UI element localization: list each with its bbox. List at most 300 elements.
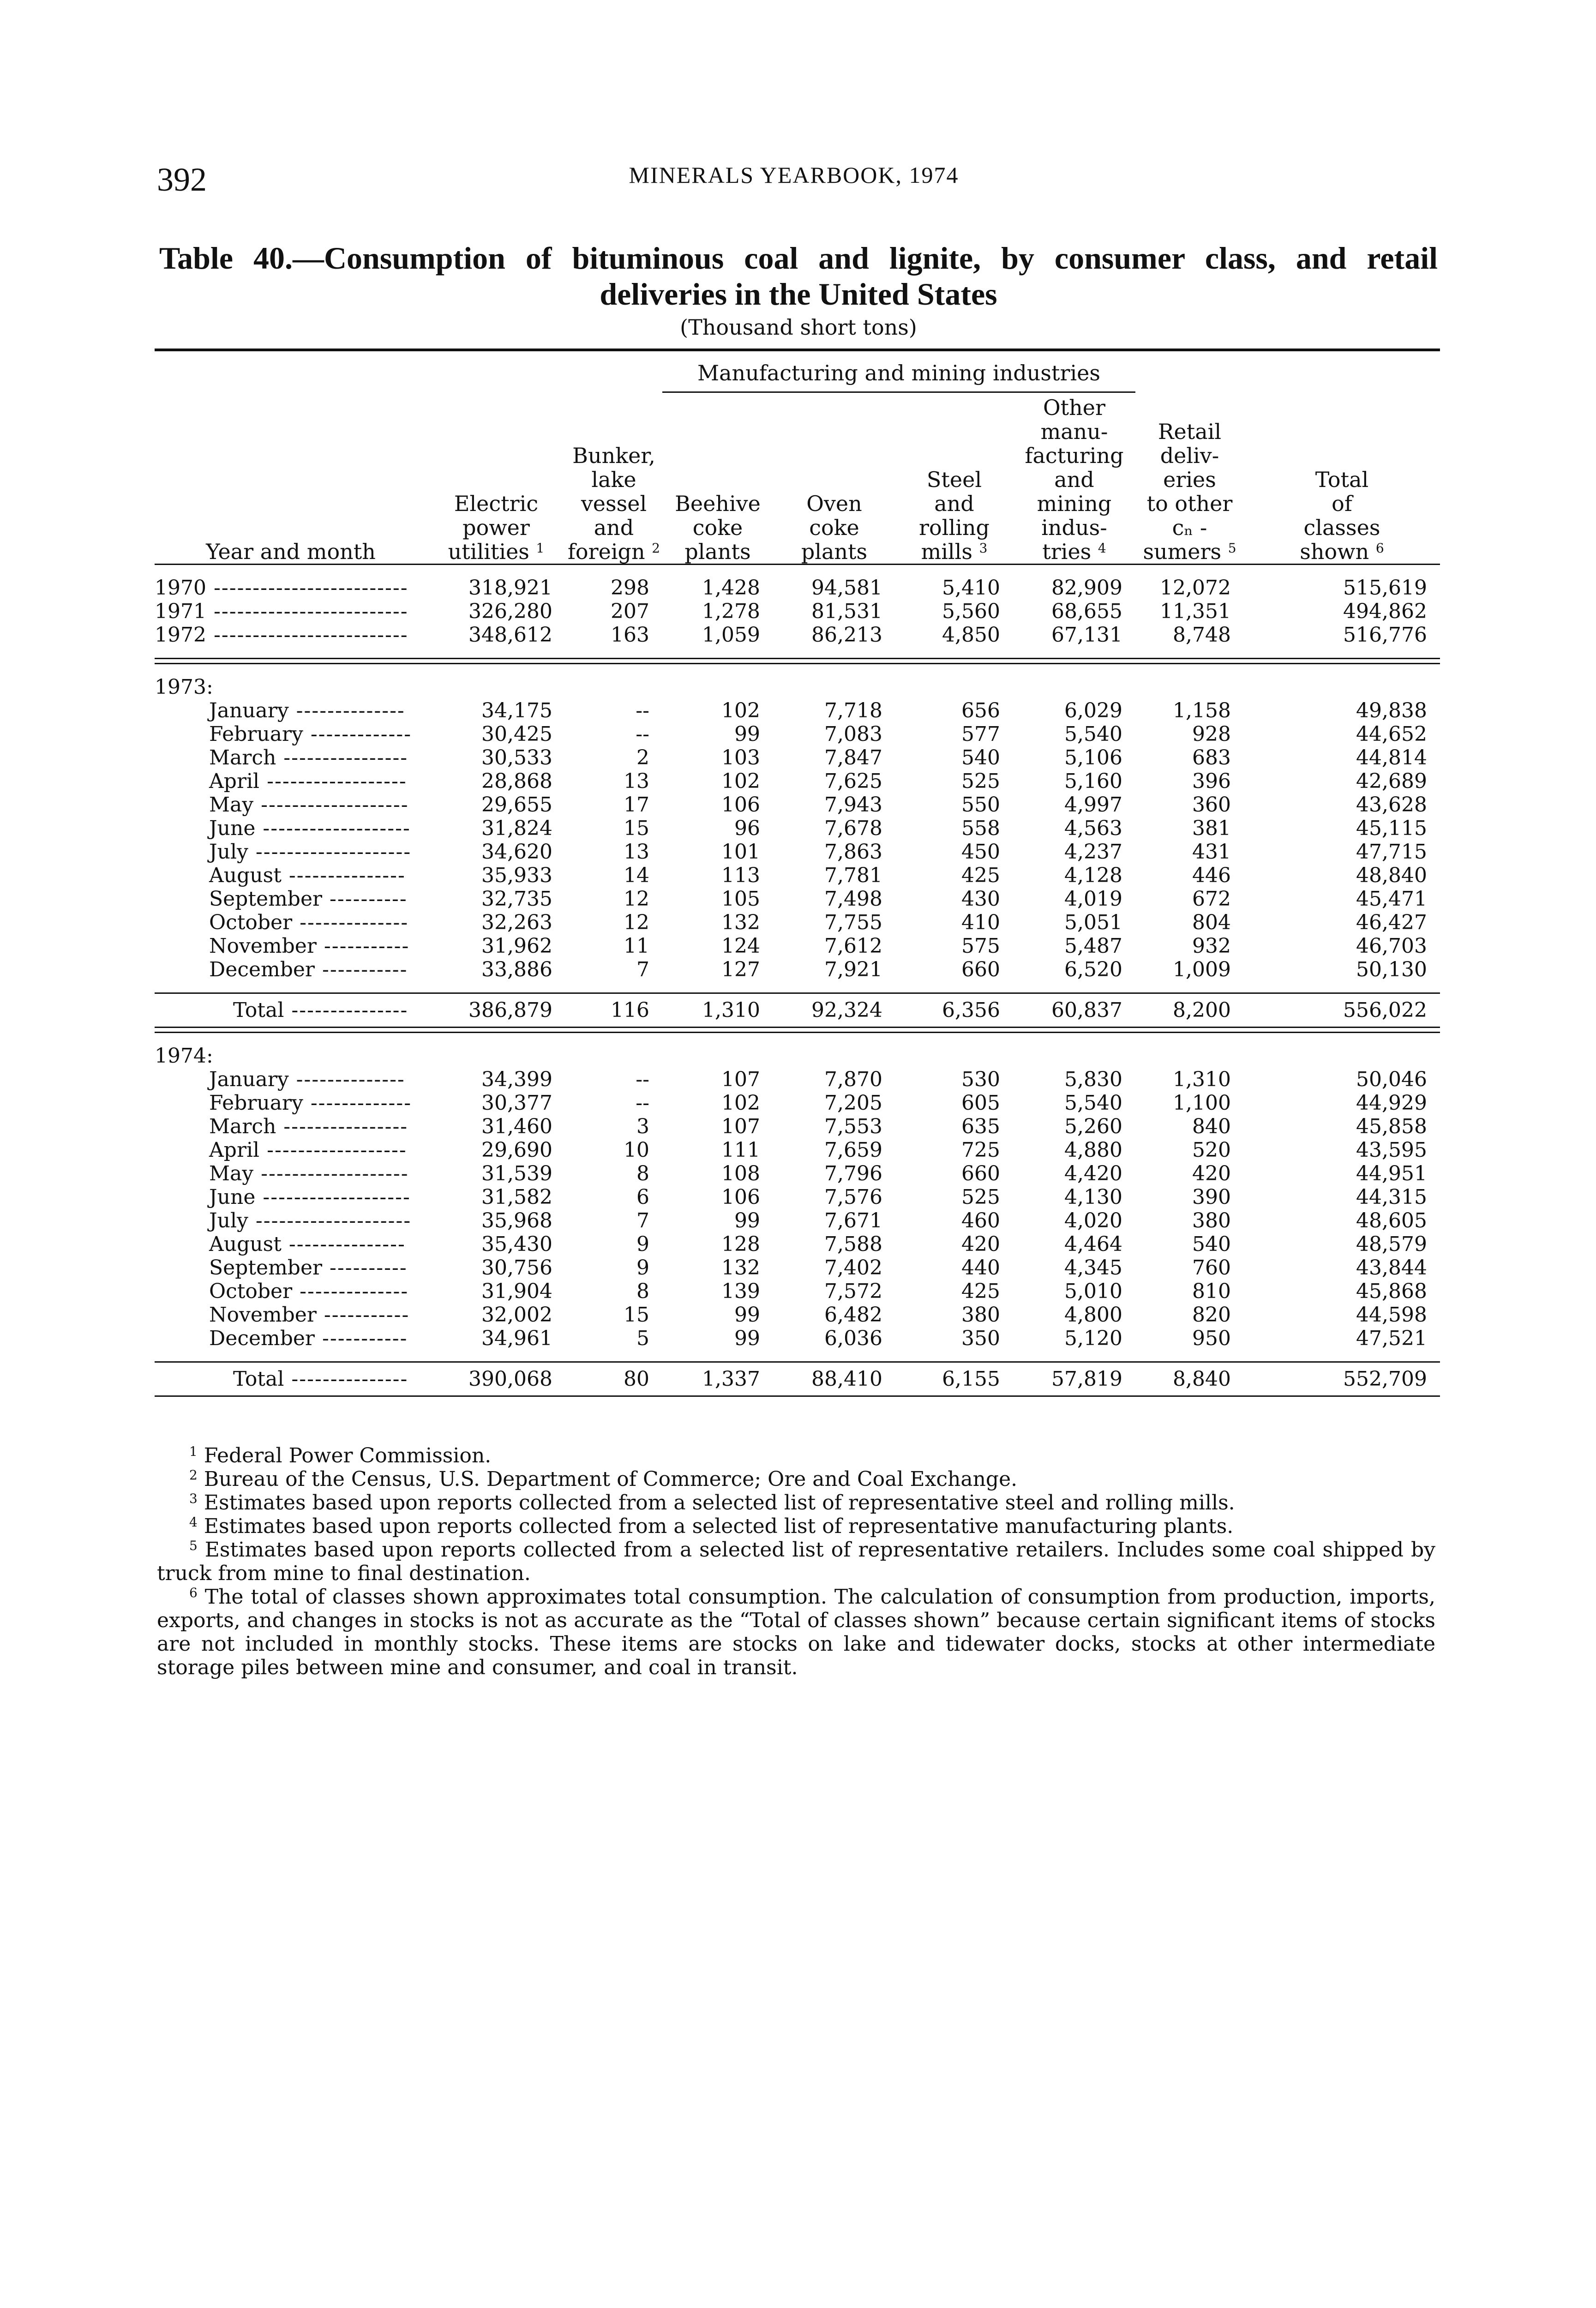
value-cell: 94,581 xyxy=(811,576,882,600)
value-cell: 35,430 xyxy=(481,1232,552,1256)
footnote-reference: 1 xyxy=(536,541,545,556)
value-cell: 380 xyxy=(1192,1209,1231,1232)
leader-dots: ----------- xyxy=(314,958,408,981)
value-cell: 430 xyxy=(961,887,1000,911)
month-row xyxy=(155,1209,1440,1232)
value-cell: 1,337 xyxy=(702,1367,760,1391)
value-cell: 127 xyxy=(721,958,760,981)
month-row xyxy=(155,887,1440,911)
value-cell: 92,324 xyxy=(811,998,882,1022)
value-cell: 47,715 xyxy=(1356,840,1427,864)
value-cell: 108 xyxy=(721,1162,760,1185)
value-cell: 4,850 xyxy=(942,623,1000,647)
value-cell: -- xyxy=(636,722,649,746)
leader-dots: ------------------------- xyxy=(206,600,408,623)
value-cell: 7,553 xyxy=(824,1115,882,1138)
column-header-line: Electric xyxy=(454,491,539,516)
value-cell: 7,943 xyxy=(824,793,882,817)
value-cell: 57,819 xyxy=(1051,1367,1122,1391)
month-row xyxy=(155,746,1440,769)
column-header-line: classes xyxy=(1303,515,1380,540)
row-label-cell xyxy=(155,746,427,769)
value-cell: 44,652 xyxy=(1356,722,1427,746)
value-cell: 5,010 xyxy=(1064,1280,1122,1303)
row-label-cell xyxy=(155,722,427,746)
value-cell: 5,830 xyxy=(1064,1068,1122,1091)
value-cell: 6,356 xyxy=(942,998,1000,1022)
value-cell: 298 xyxy=(611,576,649,600)
leader-dots: ----------- xyxy=(316,1303,410,1327)
column-header-line: facturing xyxy=(1025,443,1124,468)
row-label-cell xyxy=(155,1280,427,1303)
value-cell: 550 xyxy=(961,793,1000,817)
table-title-line-2: deliveries in the United States xyxy=(600,276,997,312)
leader-dots: --------------- xyxy=(284,998,408,1022)
value-cell: 7,659 xyxy=(824,1138,882,1162)
column-header-line: to other xyxy=(1146,491,1233,516)
row-label: November xyxy=(209,1303,317,1327)
value-cell: 111 xyxy=(721,1138,760,1162)
month-row xyxy=(155,1232,1440,1256)
leader-dots: -------------- xyxy=(292,911,409,934)
month-row xyxy=(155,934,1440,958)
value-cell: 7,847 xyxy=(824,746,882,769)
value-cell: 575 xyxy=(961,934,1000,958)
value-cell: 45,868 xyxy=(1356,1280,1427,1303)
value-cell: 525 xyxy=(961,769,1000,793)
month-row xyxy=(155,793,1440,817)
row-label: July xyxy=(209,840,248,864)
value-cell: 15 xyxy=(624,1303,649,1327)
value-cell: 7 xyxy=(636,958,649,981)
value-cell: 35,968 xyxy=(481,1209,552,1232)
value-cell: 577 xyxy=(961,722,1000,746)
value-cell: 49,838 xyxy=(1356,699,1427,722)
value-cell: 43,628 xyxy=(1356,793,1427,817)
leader-dots: ----------- xyxy=(314,1327,408,1350)
row-label: January xyxy=(209,699,289,722)
footnote-text: The total of classes shown approximates total consumption. The calculation of consumption from production, imports, exports, and changes in stocks is not as accurate as the “Total of classes shown” because certain significant items of stocks are not included in monthly stocks. These items are stocks on lake and tidewater docks, stocks at other intermediate storage piles between mine and consumer, and coal in transit. xyxy=(157,1585,1435,1679)
column-header-line: cₙ - xyxy=(1172,515,1207,540)
total-row xyxy=(155,1363,1440,1396)
row-label-cell xyxy=(155,1209,427,1232)
row-label: May xyxy=(209,793,254,817)
value-cell: 820 xyxy=(1192,1303,1231,1327)
row-label: August xyxy=(209,1232,282,1256)
value-cell: 4,020 xyxy=(1064,1209,1122,1232)
value-cell: 420 xyxy=(961,1232,1000,1256)
column-header-line: manu- xyxy=(1040,419,1108,444)
value-cell: 102 xyxy=(721,699,760,722)
value-cell: 1,059 xyxy=(702,623,760,647)
value-cell: 515,619 xyxy=(1343,576,1427,600)
value-cell: 4,019 xyxy=(1064,887,1122,911)
value-cell: 431 xyxy=(1192,840,1231,864)
month-row xyxy=(155,958,1440,981)
row-label: June xyxy=(209,817,256,840)
value-cell: 1,310 xyxy=(1173,1068,1231,1091)
row-label: 1970 xyxy=(155,576,206,600)
column-header-line: Retail xyxy=(1158,419,1222,444)
value-cell: 5,051 xyxy=(1064,911,1122,934)
value-cell: 4,130 xyxy=(1064,1185,1122,1209)
column-header-line: tries xyxy=(1042,539,1092,564)
value-cell: 1,428 xyxy=(702,576,760,600)
value-cell: 113 xyxy=(721,864,760,887)
value-cell: 5,120 xyxy=(1064,1327,1122,1350)
value-cell: 14 xyxy=(624,864,649,887)
row-label-cell xyxy=(155,1138,427,1162)
month-row xyxy=(155,1303,1440,1327)
row-label: February xyxy=(209,722,303,746)
table-bottom-rule xyxy=(155,1396,1440,1397)
value-cell: 7,498 xyxy=(824,887,882,911)
value-cell: 360 xyxy=(1192,793,1231,817)
section-year-label: 1973: xyxy=(155,675,213,699)
value-cell: 450 xyxy=(961,840,1000,864)
value-cell: 425 xyxy=(961,864,1000,887)
table-body xyxy=(155,565,1440,1397)
column-header-line: shown xyxy=(1300,539,1369,564)
value-cell: 48,840 xyxy=(1356,864,1427,887)
month-row xyxy=(155,1138,1440,1162)
value-cell: 6,155 xyxy=(942,1367,1000,1391)
row-label-cell xyxy=(155,699,427,722)
value-cell: 8 xyxy=(636,1162,649,1185)
column-header-line: deliv- xyxy=(1160,443,1219,468)
leader-dots: ---------- xyxy=(322,1256,408,1280)
footnote-mark: 6 xyxy=(189,1585,198,1600)
value-cell: 1,310 xyxy=(702,998,760,1022)
value-cell: 7,671 xyxy=(824,1209,882,1232)
value-cell: 7,755 xyxy=(824,911,882,934)
month-row xyxy=(155,699,1440,722)
value-cell: 7,796 xyxy=(824,1162,882,1185)
value-cell: 2 xyxy=(636,746,649,769)
value-cell: 128 xyxy=(721,1232,760,1256)
value-cell: 7 xyxy=(636,1209,649,1232)
row-label-cell xyxy=(155,1363,427,1396)
value-cell: 163 xyxy=(611,623,649,647)
value-cell: 106 xyxy=(721,1185,760,1209)
value-cell: 11 xyxy=(624,934,649,958)
table-title-line-1: Table 40.—Consumption of bituminous coal and lignite, by consumer class, and retail xyxy=(159,240,1438,276)
leader-dots: ------------------------- xyxy=(206,623,408,647)
row-label-cell xyxy=(155,840,427,864)
value-cell: 96 xyxy=(734,817,760,840)
value-cell: 390,068 xyxy=(468,1367,552,1391)
value-cell: 45,115 xyxy=(1356,817,1427,840)
footnote-mark: 1 xyxy=(189,1444,198,1459)
table-head xyxy=(155,350,1440,565)
row-label: 1972 xyxy=(155,623,206,647)
value-cell: 8 xyxy=(636,1280,649,1303)
value-cell: 43,844 xyxy=(1356,1256,1427,1280)
value-cell: 5,540 xyxy=(1064,722,1122,746)
row-label-cell xyxy=(155,934,427,958)
value-cell: 1,009 xyxy=(1173,958,1231,981)
value-cell: 116 xyxy=(611,998,649,1022)
value-cell: 1,278 xyxy=(702,600,760,623)
leader-dots: ------------------ xyxy=(259,1138,407,1162)
value-cell: 660 xyxy=(961,1162,1000,1185)
table-subtitle: (Thousand short tons) xyxy=(680,315,917,340)
row-label-cell xyxy=(155,769,427,793)
value-cell: 760 xyxy=(1192,1256,1231,1280)
row-label: April xyxy=(209,769,260,793)
value-cell: 4,880 xyxy=(1064,1138,1122,1162)
annual-row xyxy=(155,600,1440,623)
leader-dots: ------------------- xyxy=(255,1185,411,1209)
value-cell: 350 xyxy=(961,1327,1000,1350)
value-cell: 4,420 xyxy=(1064,1162,1122,1185)
value-cell: 516,776 xyxy=(1343,623,1427,647)
value-cell: 396 xyxy=(1192,769,1231,793)
value-cell: 558 xyxy=(961,817,1000,840)
leader-dots: --------------- xyxy=(281,864,406,887)
value-cell: 12,072 xyxy=(1160,576,1231,600)
value-cell: 6,029 xyxy=(1064,699,1122,722)
value-cell: 540 xyxy=(1192,1232,1231,1256)
value-cell: 810 xyxy=(1192,1280,1231,1303)
value-cell: 48,605 xyxy=(1356,1209,1427,1232)
footnote-text: Estimates based upon reports collected from a selected list of representative steel and rolling mills. xyxy=(204,1491,1235,1515)
value-cell: 31,582 xyxy=(481,1185,552,1209)
value-cell: 605 xyxy=(961,1091,1000,1115)
leader-dots: ------------------------- xyxy=(206,576,408,600)
value-cell: 10 xyxy=(624,1138,649,1162)
value-cell: 9 xyxy=(636,1256,649,1280)
value-cell: 105 xyxy=(721,887,760,911)
value-cell: 86,213 xyxy=(811,623,882,647)
column-header-line: indus- xyxy=(1041,515,1107,540)
month-row xyxy=(155,769,1440,793)
value-cell: 420 xyxy=(1192,1162,1231,1185)
value-cell: 7,083 xyxy=(824,722,882,746)
column-header-line: foreign xyxy=(567,539,645,564)
value-cell: 7,576 xyxy=(824,1185,882,1209)
value-cell: 5,560 xyxy=(942,600,1000,623)
column-header-1 xyxy=(565,393,662,565)
value-cell: 29,655 xyxy=(481,793,552,817)
value-cell: 1,100 xyxy=(1173,1091,1231,1115)
value-cell: 44,315 xyxy=(1356,1185,1427,1209)
value-cell: 556,022 xyxy=(1343,998,1427,1022)
value-cell: 44,951 xyxy=(1356,1162,1427,1185)
footnote-mark: 3 xyxy=(189,1491,198,1506)
month-row xyxy=(155,1091,1440,1115)
value-cell: 4,237 xyxy=(1064,840,1122,864)
section-separator-rule xyxy=(155,1028,1440,1033)
value-cell: 440 xyxy=(961,1256,1000,1280)
value-cell: 34,175 xyxy=(481,699,552,722)
month-row xyxy=(155,817,1440,840)
section-separator-rule xyxy=(155,659,1440,664)
value-cell: 124 xyxy=(721,934,760,958)
value-cell: 4,563 xyxy=(1064,817,1122,840)
value-cell: 99 xyxy=(734,1209,760,1232)
column-header-line: coke xyxy=(692,515,743,540)
month-row xyxy=(155,864,1440,887)
column-header-6 xyxy=(1135,393,1244,565)
footnote xyxy=(157,1515,1435,1538)
footnote-reference: 4 xyxy=(1098,541,1106,556)
group-header-manufacturing: Manufacturing and mining industries xyxy=(697,361,1100,385)
value-cell: 932 xyxy=(1192,934,1231,958)
leader-dots: -------------------- xyxy=(248,840,412,864)
row-label-cell xyxy=(155,576,427,600)
column-header-line: and xyxy=(1054,467,1094,492)
leader-dots: -------------- xyxy=(292,1280,409,1303)
value-cell: 840 xyxy=(1192,1115,1231,1138)
row-label: January xyxy=(209,1068,289,1091)
leader-dots: --------------- xyxy=(284,1367,408,1391)
value-cell: 99 xyxy=(734,722,760,746)
value-cell: 17 xyxy=(624,793,649,817)
value-cell: 99 xyxy=(734,1303,760,1327)
value-cell: 34,620 xyxy=(481,840,552,864)
value-cell: 4,464 xyxy=(1064,1232,1122,1256)
value-cell: 46,703 xyxy=(1356,934,1427,958)
column-header-line: mills xyxy=(921,539,972,564)
value-cell: 107 xyxy=(721,1068,760,1091)
footnote xyxy=(157,1467,1435,1491)
row-label: Total xyxy=(233,1367,284,1391)
footnote xyxy=(157,1491,1435,1515)
row-label-cell xyxy=(155,911,427,934)
value-cell: -- xyxy=(636,699,649,722)
leader-dots: -------------- xyxy=(288,1068,405,1091)
value-cell: 60,837 xyxy=(1051,998,1122,1022)
value-cell: 42,689 xyxy=(1356,769,1427,793)
row-label: September xyxy=(209,887,323,911)
column-header-line: Total xyxy=(1315,467,1369,492)
column-header-row xyxy=(155,393,1440,565)
value-cell: 390 xyxy=(1192,1185,1231,1209)
month-row xyxy=(155,911,1440,934)
value-cell: 88,410 xyxy=(811,1367,882,1391)
leader-dots: ------------------- xyxy=(253,1162,409,1185)
month-row xyxy=(155,1280,1440,1303)
value-cell: 950 xyxy=(1192,1327,1231,1350)
value-cell: 28,868 xyxy=(481,769,552,793)
value-cell: 4,345 xyxy=(1064,1256,1122,1280)
value-cell: 520 xyxy=(1192,1138,1231,1162)
column-header-line: mining xyxy=(1037,491,1112,516)
row-label-cell xyxy=(155,864,427,887)
value-cell: 34,399 xyxy=(481,1068,552,1091)
value-cell: 6,482 xyxy=(824,1303,882,1327)
footnote xyxy=(157,1444,1435,1467)
value-cell: 494,862 xyxy=(1343,600,1427,623)
value-cell: 5,260 xyxy=(1064,1115,1122,1138)
footnote-mark: 2 xyxy=(189,1467,198,1483)
value-cell: 7,678 xyxy=(824,817,882,840)
value-cell: 31,904 xyxy=(481,1280,552,1303)
value-cell: 32,002 xyxy=(481,1303,552,1327)
value-cell: 8,200 xyxy=(1173,998,1231,1022)
value-cell: 80 xyxy=(624,1367,649,1391)
leader-dots: ------------------- xyxy=(255,817,411,840)
leader-dots: ------------------- xyxy=(253,793,409,817)
total-row xyxy=(155,994,1440,1028)
value-cell: 43,595 xyxy=(1356,1138,1427,1162)
value-cell: 139 xyxy=(721,1280,760,1303)
value-cell: 725 xyxy=(961,1138,1000,1162)
row-label-cell xyxy=(155,1162,427,1185)
value-cell: 8,748 xyxy=(1173,623,1231,647)
value-cell: 33,886 xyxy=(481,958,552,981)
column-header-0 xyxy=(427,393,565,565)
month-row xyxy=(155,1185,1440,1209)
footnote-mark: 5 xyxy=(189,1538,198,1553)
value-cell: 672 xyxy=(1192,887,1231,911)
column-header-line: sumers xyxy=(1143,539,1222,564)
value-cell: 4,997 xyxy=(1064,793,1122,817)
leader-dots: --------------- xyxy=(281,1232,406,1256)
value-cell: 4,128 xyxy=(1064,864,1122,887)
footnote xyxy=(157,1538,1435,1585)
value-cell: 15 xyxy=(624,817,649,840)
value-cell: 68,655 xyxy=(1051,600,1122,623)
value-cell: 5 xyxy=(636,1327,649,1350)
value-cell: 81,531 xyxy=(811,600,882,623)
value-cell: 99 xyxy=(734,1327,760,1350)
footnote-mark: 4 xyxy=(189,1515,198,1530)
value-cell: 635 xyxy=(961,1115,1000,1138)
row-label: June xyxy=(209,1185,256,1209)
leader-dots: ------------------ xyxy=(259,769,407,793)
row-label-cell xyxy=(155,1303,427,1327)
row-label: March xyxy=(209,746,276,769)
value-cell: 13 xyxy=(624,769,649,793)
footnote-reference: 3 xyxy=(979,541,988,556)
value-cell: 132 xyxy=(721,1256,760,1280)
value-cell: 7,612 xyxy=(824,934,882,958)
value-cell: 12 xyxy=(624,887,649,911)
value-cell: 525 xyxy=(961,1185,1000,1209)
footnote-reference: 6 xyxy=(1375,541,1384,556)
value-cell: 102 xyxy=(721,1091,760,1115)
row-label-cell xyxy=(155,1068,427,1091)
column-header-line: plants xyxy=(684,539,751,564)
column-header-line: rolling xyxy=(919,515,990,540)
column-header-line: Steel xyxy=(926,467,982,492)
value-cell: 7,572 xyxy=(824,1280,882,1303)
leader-dots: ------------- xyxy=(303,722,412,746)
footnote-text: Bureau of the Census, U.S. Department of Commerce; Ore and Coal Exchange. xyxy=(204,1467,1018,1491)
column-header-line: plants xyxy=(801,539,868,564)
value-cell: 7,402 xyxy=(824,1256,882,1280)
annual-row xyxy=(155,623,1440,647)
row-label-cell xyxy=(155,817,427,840)
value-cell: 46,427 xyxy=(1356,911,1427,934)
value-cell: 32,735 xyxy=(481,887,552,911)
leader-dots: ------------- xyxy=(303,1091,412,1115)
value-cell: 30,425 xyxy=(481,722,552,746)
leader-dots: ---------- xyxy=(322,887,408,911)
row-label-cell xyxy=(155,1327,427,1350)
value-cell: 34,961 xyxy=(481,1327,552,1350)
column-header-7 xyxy=(1244,393,1440,565)
column-header-line: eries xyxy=(1163,467,1216,492)
value-cell: 9 xyxy=(636,1232,649,1256)
value-cell: 386,879 xyxy=(468,998,552,1022)
value-cell: 30,533 xyxy=(481,746,552,769)
value-cell: 32,263 xyxy=(481,911,552,934)
column-header-line: Oven xyxy=(806,491,862,516)
value-cell: 6,520 xyxy=(1064,958,1122,981)
